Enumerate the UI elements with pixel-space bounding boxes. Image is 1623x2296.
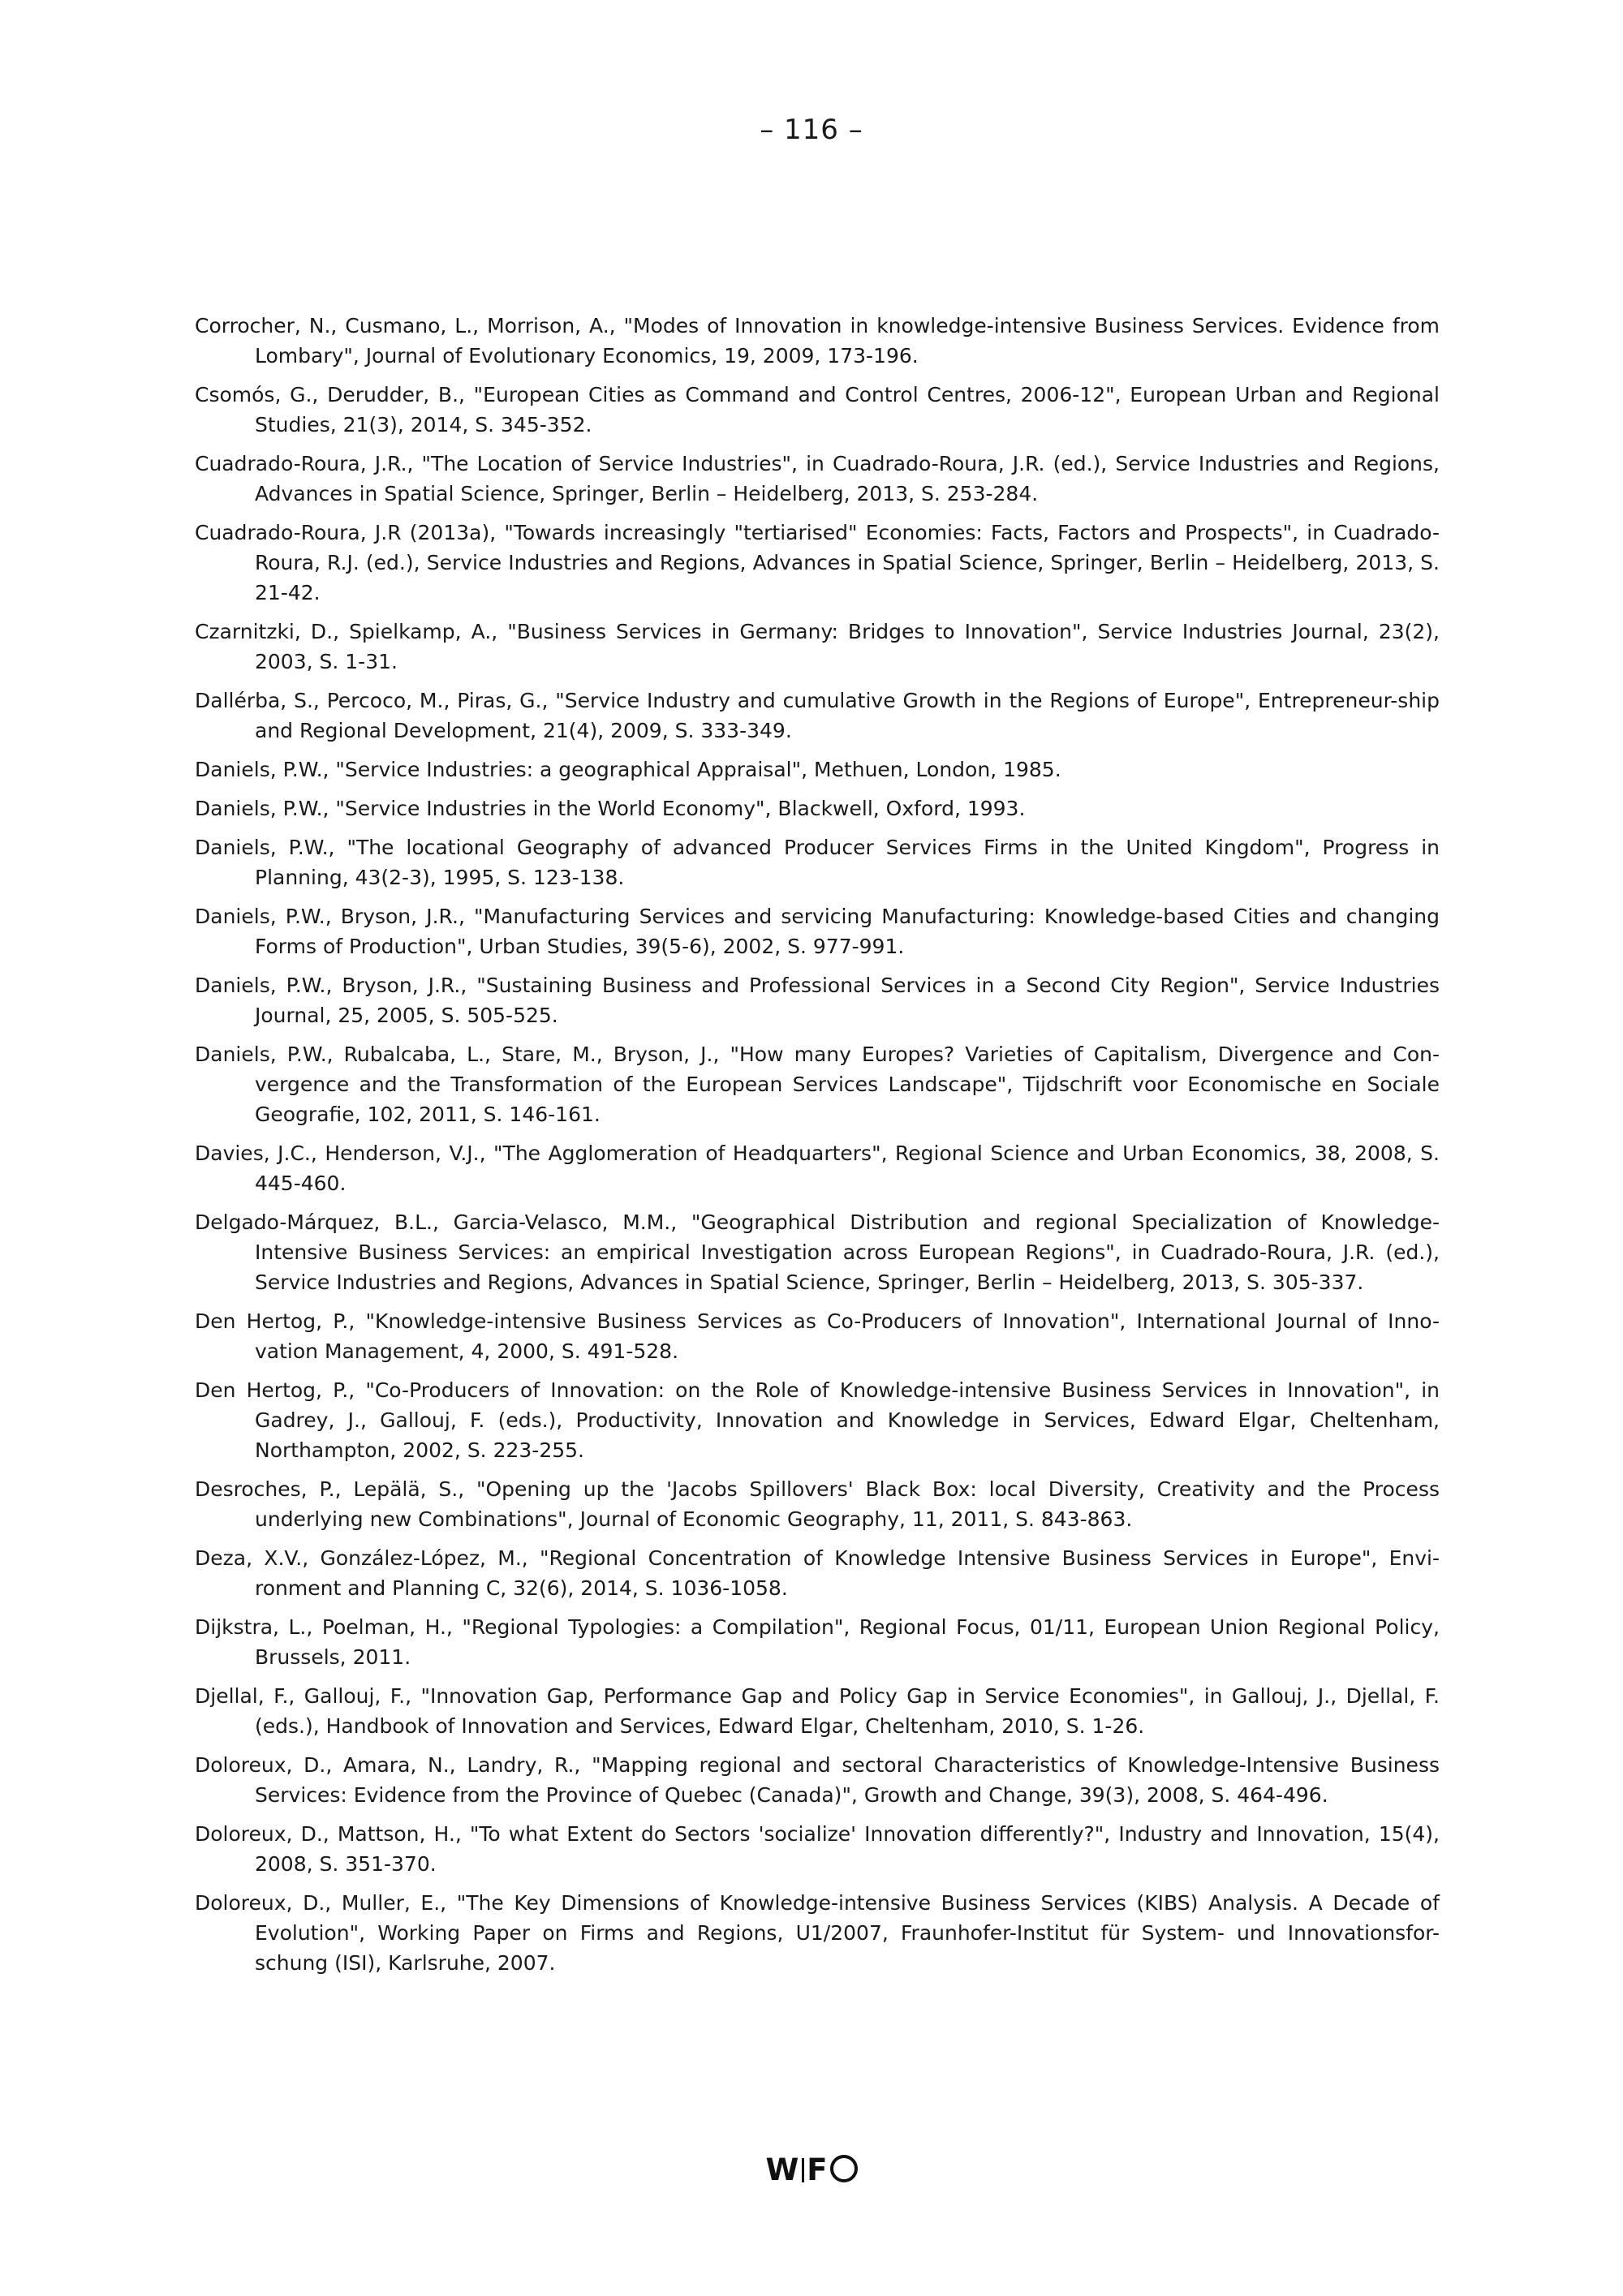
- reference-entry: Den Hertog, P., "Knowledge-intensive Business Services as Co-Producers of Innovation", International Journal of Inno-vation Management, 4, 2000, S. 491-528.: [195, 1309, 1440, 1363]
- reference-entry: Daniels, P.W., Bryson, J.R., "Manufacturing Services and servicing Manufacturing: Knowledge-based Cities and changing Forms of Production", Urban Studies, 39(5-6), 2002, S. 977-991.: [195, 905, 1440, 958]
- wifo-logo: [0, 2152, 1623, 2187]
- reference-entry: Doloreux, D., Amara, N., Landry, R., "Mapping regional and sectoral Characteristics of Knowledge-Intensive Business Services: Evidence from the Province of Quebec (Canada)", Growth and Change, 39(3), 2008, S. 464-496.: [195, 1753, 1440, 1807]
- reference-entry: Doloreux, D., Mattson, H., "To what Extent do Sectors 'socialize' Innovation differently?", Industry and Innovation, 15(4), 2008, S. 351-370.: [195, 1822, 1440, 1876]
- reference-entry: Cuadrado-Roura, J.R (2013a), "Towards increasingly "tertiarised" Economies: Facts, Factors and Prospects", in Cuadrado-Roura, R.J. (ed.), Service Industries and Regions, Advances in Spatial Science, Springer, Berlin – Heidelberg, 2013, S. 21-42.: [195, 521, 1440, 604]
- reference-entry: Davies, J.C., Henderson, V.J., "The Agglomeration of Headquarters", Regional Science and Urban Economics, 38, 2008, S. 445-460.: [195, 1142, 1440, 1195]
- reference-entry: Czarnitzki, D., Spielkamp, A., "Business Services in Germany: Bridges to Innovation", Service Industries Journal, 23(2), 2003, S. 1-31.: [195, 620, 1440, 673]
- wifo-logo-ring-icon: [830, 2155, 858, 2182]
- reference-entry: Daniels, P.W., "The locational Geography of advanced Producer Services Firms in the United Kingdom", Progress in Planning, 43(2-3), 1995, S. 123-138.: [195, 836, 1440, 889]
- reference-entry: Dallérba, S., Percoco, M., Piras, G., "Service Industry and cumulative Growth in the Regions of Europe", Entrepreneur-ship and Regional Development, 21(4), 2009, S. 333-349.: [195, 689, 1440, 742]
- wifo-logo-separator: [802, 2158, 804, 2182]
- page-number: – 116 –: [760, 114, 863, 146]
- reference-entry: Dijkstra, L., Poelman, H., "Regional Typologies: a Compilation", Regional Focus, 01/11, European Union Regional Policy, Brussels, 2011.: [195, 1615, 1440, 1669]
- reference-entry: Daniels, P.W., "Service Industries: a geographical Appraisal", Methuen, London, 1985.: [195, 758, 1061, 781]
- reference-entry: Den Hertog, P., "Co-Producers of Innovation: on the Role of Knowledge-intensive Business Services in Innovation", in Gadrey, J., Gallouj, F. (eds.), Productivity, Innovation and Knowledge in Services, Edward Elgar, Cheltenham, Northampton, 2002, S. 223-255.: [195, 1378, 1440, 1462]
- reference-entry: Delgado-Márquez, B.L., Garcia-Velasco, M.M., "Geographical Distribution and regional Specialization of Knowledge-Intensive Business Services: an empirical Investigation across European Regions", in Cuadrado-Roura, J.R. (ed.), Service Industries and Regions, Advances in Spatial Science, Springer, Berlin – Heidelberg, 2013, S. 305-337.: [195, 1210, 1440, 1294]
- reference-entry: Daniels, P.W., "Service Industries in the World Economy", Blackwell, Oxford, 1993.: [195, 797, 1026, 820]
- reference-entry: Doloreux, D., Muller, E., "The Key Dimensions of Knowledge-intensive Business Services (KIBS) Analysis. A Decade of Evolution", Working Paper on Firms and Regions, U1/2007, Fraunhofer-Institut für System- und Innovationsfor-schung (ISI), Karlsruhe, 2007.: [195, 1891, 1440, 1975]
- reference-entry: Daniels, P.W., Rubalcaba, L., Stare, M., Bryson, J., "How many Europes? Varieties of Capitalism, Divergence and Con-vergence and the Transformation of the European Services Landscape", Tijdschrift voor Economische en Sociale Geografie, 102, 2011, S. 146-161.: [195, 1043, 1440, 1126]
- reference-entry: Cuadrado-Roura, J.R., "The Location of Service Industries", in Cuadrado-Roura, J.R. (ed.), Service Industries and Regions, Advances in Spatial Science, Springer, Berlin – Heidelberg, 2013, S. 253-284.: [195, 452, 1440, 505]
- reference-entry: Deza, X.V., González-López, M., "Regional Concentration of Knowledge Intensive Business Services in Europe", Envi-ronment and Planning C, 32(6), 2014, S. 1036-1058.: [195, 1546, 1440, 1600]
- reference-entry: Desroches, P., Lepälä, S., "Opening up the 'Jacobs Spillovers' Black Box: local Diversity, Creativity and the Process underlying new Combinations", Journal of Economic Geography, 11, 2011, S. 843-863.: [195, 1477, 1440, 1531]
- reference-entry: Corrocher, N., Cusmano, L., Morrison, A., "Modes of Innovation in knowledge-intensive Business Services. Evidence from Lombary", Journal of Evolutionary Economics, 19, 2009, 173-196.: [195, 314, 1440, 368]
- wifo-logo-text: W F: [765, 2152, 829, 2187]
- reference-entry: Djellal, F., Gallouj, F., "Innovation Gap, Performance Gap and Policy Gap in Service Economies", in Gallouj, J., Djellal, F. (eds.), Handbook of Innovation and Services, Edward Elgar, Cheltenham, 2010, S. 1-26.: [195, 1684, 1440, 1738]
- reference-list: [195, 311, 1440, 1987]
- reference-entry: Csomós, G., Derudder, B., "European Cities as Command and Control Centres, 2006-12", European Urban and Regional Studies, 21(3), 2014, S. 345-352.: [195, 383, 1440, 436]
- reference-entry: Daniels, P.W., Bryson, J.R., "Sustaining Business and Professional Services in a Second City Region", Service Industries Journal, 25, 2005, S. 505-525.: [195, 974, 1440, 1027]
